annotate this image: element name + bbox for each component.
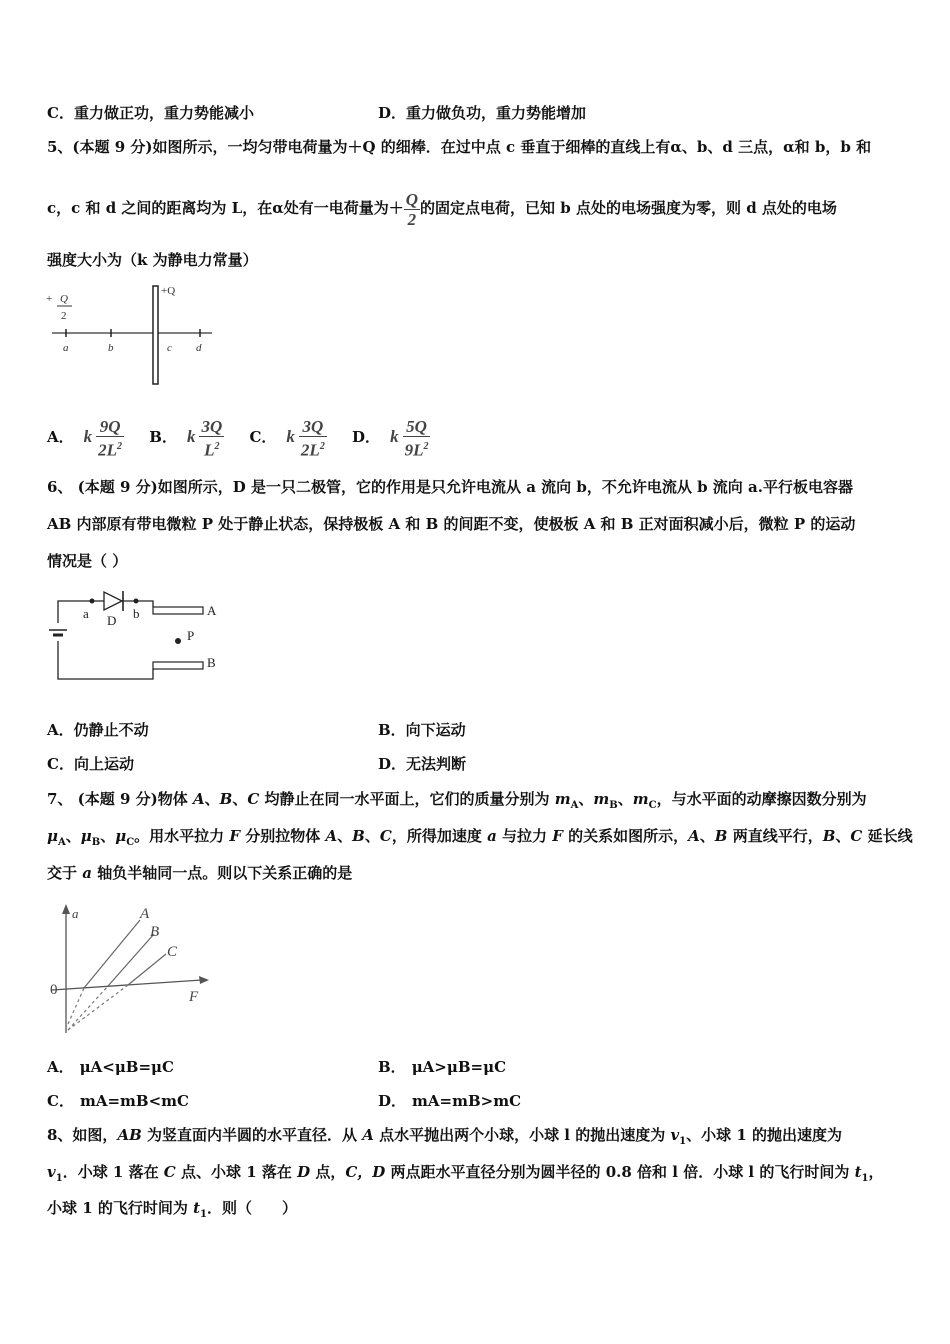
- q5-options: [47, 413, 430, 461]
- q7-option-b: [378, 1056, 506, 1077]
- q5-option-a: [47, 416, 124, 460]
- option-k: k: [390, 427, 399, 446]
- q5-rod-figure: [44, 280, 224, 392]
- q5-fig-label-d: d: [196, 342, 202, 354]
- sym: C: [163, 1163, 176, 1181]
- sym: v: [47, 1163, 56, 1181]
- fraction-numerator: 3Q: [201, 416, 223, 436]
- sub: 1: [55, 1173, 63, 1184]
- q8-stem-line3: [47, 1197, 297, 1220]
- sub: B: [91, 837, 101, 848]
- option-label: B．: [378, 1058, 406, 1076]
- text: 延长线: [862, 827, 913, 845]
- fraction-den-exp: 2: [214, 440, 220, 452]
- q7-line-C: [128, 954, 166, 985]
- q7-origin-label: 0: [50, 982, 58, 998]
- text: 、: [835, 827, 851, 845]
- sym: AB: [117, 1126, 142, 1144]
- option-k: k: [286, 427, 295, 446]
- q5-fig-label-c: c: [167, 342, 172, 354]
- fraction-denominator: [96, 437, 124, 460]
- sym: t: [854, 1163, 862, 1181]
- sym: A: [688, 827, 700, 845]
- sym: C: [247, 790, 260, 808]
- q7-option-d: [378, 1090, 521, 1111]
- text: 、: [617, 790, 633, 808]
- q5-option-d: [352, 416, 430, 460]
- q7-stem-line1: [47, 788, 867, 811]
- sym: μ: [115, 827, 127, 845]
- q5-fig-sign: +: [46, 293, 53, 305]
- q6-battery-gap: [56, 624, 60, 628]
- text: ，: [868, 1163, 884, 1181]
- option-fraction: [299, 417, 327, 460]
- text: 、: [204, 790, 220, 808]
- q6-circuit-figure: [44, 583, 229, 688]
- q5-fig-rod: [153, 286, 158, 384]
- q7-stem-line3: [47, 862, 352, 883]
- sub: B: [609, 800, 618, 811]
- option-label: D．: [378, 1092, 407, 1110]
- option-text: μA<μB=μC: [79, 1058, 174, 1076]
- q6-node-a: [90, 599, 95, 604]
- q7-line-B: [108, 934, 154, 986]
- q6-label-B: B: [207, 655, 216, 670]
- fraction-numerator: 3Q: [299, 417, 327, 437]
- text: 的关系如图所示，: [562, 827, 689, 845]
- q5-fig-rod-label: +Q: [161, 285, 176, 297]
- q7-axis-a-label: a: [72, 906, 79, 921]
- q7-label-A: A: [140, 906, 150, 922]
- text: ，与水平面的动摩擦因数分别为: [656, 790, 867, 808]
- sym: a: [82, 864, 92, 882]
- text: 8、如图，: [47, 1126, 118, 1144]
- option-text: mA=mB<mC: [79, 1092, 189, 1110]
- sym: v: [670, 1126, 680, 1144]
- q7-label-C: C: [167, 944, 178, 960]
- option-label: A．: [47, 428, 74, 446]
- q6-label-A: A: [207, 603, 217, 618]
- fraction-den-text: 2L: [98, 440, 118, 460]
- sym: B: [822, 827, 836, 845]
- q7-line-B-extension: [68, 986, 108, 1030]
- fraction-den-exp: 2: [423, 440, 429, 452]
- text: 两直线平行，: [727, 827, 823, 845]
- q7-line-A-extension: [68, 988, 84, 1024]
- q7-graph-figure: [44, 898, 214, 1038]
- sym: C: [379, 827, 392, 845]
- fraction-den-text: L: [204, 440, 215, 460]
- text: ，所得加速度: [391, 827, 488, 845]
- q8-stem-line1: [47, 1124, 842, 1147]
- option-k: k: [186, 427, 196, 446]
- q6-option-b: B．向下运动: [378, 721, 466, 739]
- q5-line2-part1: c，c 和 d 之间的距离均为 L，在α处有一电荷量为＋: [47, 199, 404, 217]
- fraction-numerator: 5Q: [403, 417, 431, 437]
- text: 、: [65, 827, 81, 845]
- sub: A: [57, 837, 66, 848]
- sub: 1: [861, 1173, 869, 1184]
- text: 点，: [310, 1163, 346, 1181]
- sym: A: [362, 1126, 374, 1144]
- fraction-den-text: 2L: [300, 440, 320, 460]
- q6-option-a: A．仍静止不动: [47, 721, 149, 739]
- sym: A: [325, 827, 338, 845]
- q5-fig-label-b: b: [108, 342, 114, 354]
- q6-stem-line3: 情况是（ ）: [47, 552, 128, 570]
- sym: C: [850, 827, 863, 845]
- fraction-numerator: Q: [405, 189, 419, 209]
- sym: μ: [47, 827, 58, 845]
- q6-option-c: C．向上运动: [47, 755, 134, 773]
- sub: C: [126, 837, 135, 848]
- fraction-den-text: 9L: [404, 440, 424, 460]
- sym: μ: [80, 827, 92, 845]
- text: 7、 (本题 9 分)物体: [47, 790, 193, 808]
- text: 、: [364, 827, 380, 845]
- text: 交于: [47, 864, 83, 882]
- fraction-den-exp: 2: [117, 440, 123, 452]
- q6-stem-line2: AB 内部原有带电微粒 P 处于静止状态，保持极板 A 和 B 的间距不变，使极板 A 和 B 正对面积减小后，微粒 P 的运动: [47, 515, 856, 533]
- text: 点、小球 1 落在: [175, 1163, 298, 1181]
- q5-fig-charge-num: Q: [60, 293, 68, 305]
- q4-option-c: C．重力做正功，重力势能减小: [47, 104, 254, 122]
- q6-label-b: b: [133, 606, 140, 621]
- fraction-denominator: [299, 437, 327, 460]
- q5-stem-line2: [47, 184, 837, 232]
- sym: B: [219, 790, 233, 808]
- text: 两点距水平直径分别为圆半径的 0.8 倍和 l 倍．小球 l 的飞行时间为: [385, 1163, 855, 1181]
- sub: C: [648, 800, 657, 811]
- option-label: D．: [352, 428, 381, 446]
- fraction-numerator: 9Q: [96, 417, 124, 437]
- text: 、小球 1 的抛出速度为: [686, 1126, 843, 1144]
- text: 、: [100, 827, 116, 845]
- q7-x-arrow: [199, 976, 209, 984]
- q7-line-C-extension: [68, 985, 128, 1030]
- sym: t: [193, 1199, 201, 1217]
- text: 。用水平拉力: [134, 827, 230, 845]
- sym: C，D: [345, 1163, 386, 1181]
- sub: A: [570, 800, 579, 811]
- q7-option-a: [47, 1056, 174, 1077]
- sym: m: [593, 790, 610, 808]
- q8-stem-line2: [47, 1161, 883, 1184]
- option-text: μA>μB=μC: [411, 1058, 507, 1076]
- q5-option-b: [149, 416, 224, 460]
- q7-label-B: B: [150, 924, 160, 940]
- q6-option-d: D．无法判断: [378, 755, 467, 773]
- q7-stem-line2: [47, 825, 913, 848]
- option-k: k: [83, 427, 93, 446]
- q4-option-d: D．重力做负功，重力势能增加: [378, 104, 587, 122]
- q6-label-a: a: [83, 606, 89, 621]
- q6-label-D: D: [107, 613, 117, 628]
- q6-plate-A: [153, 607, 203, 614]
- q6-particle-P: [175, 638, 181, 644]
- option-fraction: [403, 417, 431, 460]
- option-fraction: [199, 417, 224, 460]
- q6-label-P: P: [187, 628, 195, 643]
- q6-node-b: [134, 599, 139, 604]
- fraction-denominator: 2: [407, 209, 417, 229]
- sym: D: [297, 1163, 311, 1181]
- q7-option-c: [47, 1090, 189, 1111]
- sub: 1: [679, 1136, 687, 1147]
- q7-line-A: [84, 920, 140, 988]
- text: 、: [337, 827, 353, 845]
- sym: A: [192, 790, 205, 808]
- q5-line2-part2: 的固定点电荷，已知 b 点处的电场强度为零，则 d 点处的电场: [420, 199, 837, 217]
- text: 、: [578, 790, 594, 808]
- q7-axis-F-label: F: [189, 989, 199, 1005]
- sym: B: [714, 827, 728, 845]
- sym: F: [229, 827, 241, 845]
- option-label: B．: [149, 428, 177, 446]
- text: 、: [699, 827, 715, 845]
- fraction-den-exp: 2: [319, 440, 325, 452]
- q6-stem-line1: 6、 (本题 9 分)如图所示，D 是一只二极管，它的作用是只允许电流从 a 流向 b，不允许电流从 b 流向 a.平行板电容器: [47, 478, 853, 496]
- option-fraction: [96, 417, 124, 460]
- text: ．则（ ）: [207, 1199, 298, 1217]
- sym: F: [552, 827, 563, 845]
- text: 与拉力: [496, 827, 553, 845]
- option-label: C．: [47, 1092, 74, 1110]
- text: 轴负半轴同一点。则以下关系正确的是: [91, 864, 353, 882]
- q5-charge-fraction: [404, 190, 420, 229]
- option-label: A．: [47, 1058, 74, 1076]
- sym: m: [554, 790, 571, 808]
- q6-plate-B: [153, 662, 203, 669]
- q7-y-arrow: [62, 904, 70, 914]
- text: 点水平抛出两个小球，小球 l 的抛出速度为: [373, 1126, 671, 1144]
- sym: B: [352, 827, 365, 845]
- q5-stem-line3: 强度大小为（k 为静电力常量）: [47, 251, 258, 269]
- q5-fig-label-a: a: [63, 342, 69, 354]
- fraction-denominator: [199, 437, 224, 460]
- text: 均静止在同一水平面上，它们的质量分别为: [259, 790, 555, 808]
- sub: 1: [200, 1209, 208, 1220]
- sym: m: [632, 790, 649, 808]
- q6-diode-triangle: [104, 592, 122, 610]
- option-text: mA=mB>mC: [412, 1092, 522, 1110]
- q5-option-c: [249, 416, 326, 460]
- text: 分别拉物体: [240, 827, 326, 845]
- option-label: C．: [249, 428, 277, 446]
- fraction-denominator: [403, 437, 431, 460]
- text: ．小球 1 落在: [62, 1163, 164, 1181]
- q6-bottom-wire: [58, 641, 153, 679]
- text: 为竖直面内半圆的水平直径．从: [141, 1126, 363, 1144]
- sym: a: [487, 827, 497, 845]
- text: 、: [232, 790, 248, 808]
- text: 小球 1 的飞行时间为: [47, 1199, 194, 1217]
- q5-fig-charge-den: 2: [61, 310, 67, 322]
- q5-stem-line1: 5、(本题 9 分)如图所示，一均匀带电荷量为＋Q 的细棒．在过中点 c 垂直于细棒的直线上有α、b、d 三点，α和 b，b 和: [47, 138, 872, 156]
